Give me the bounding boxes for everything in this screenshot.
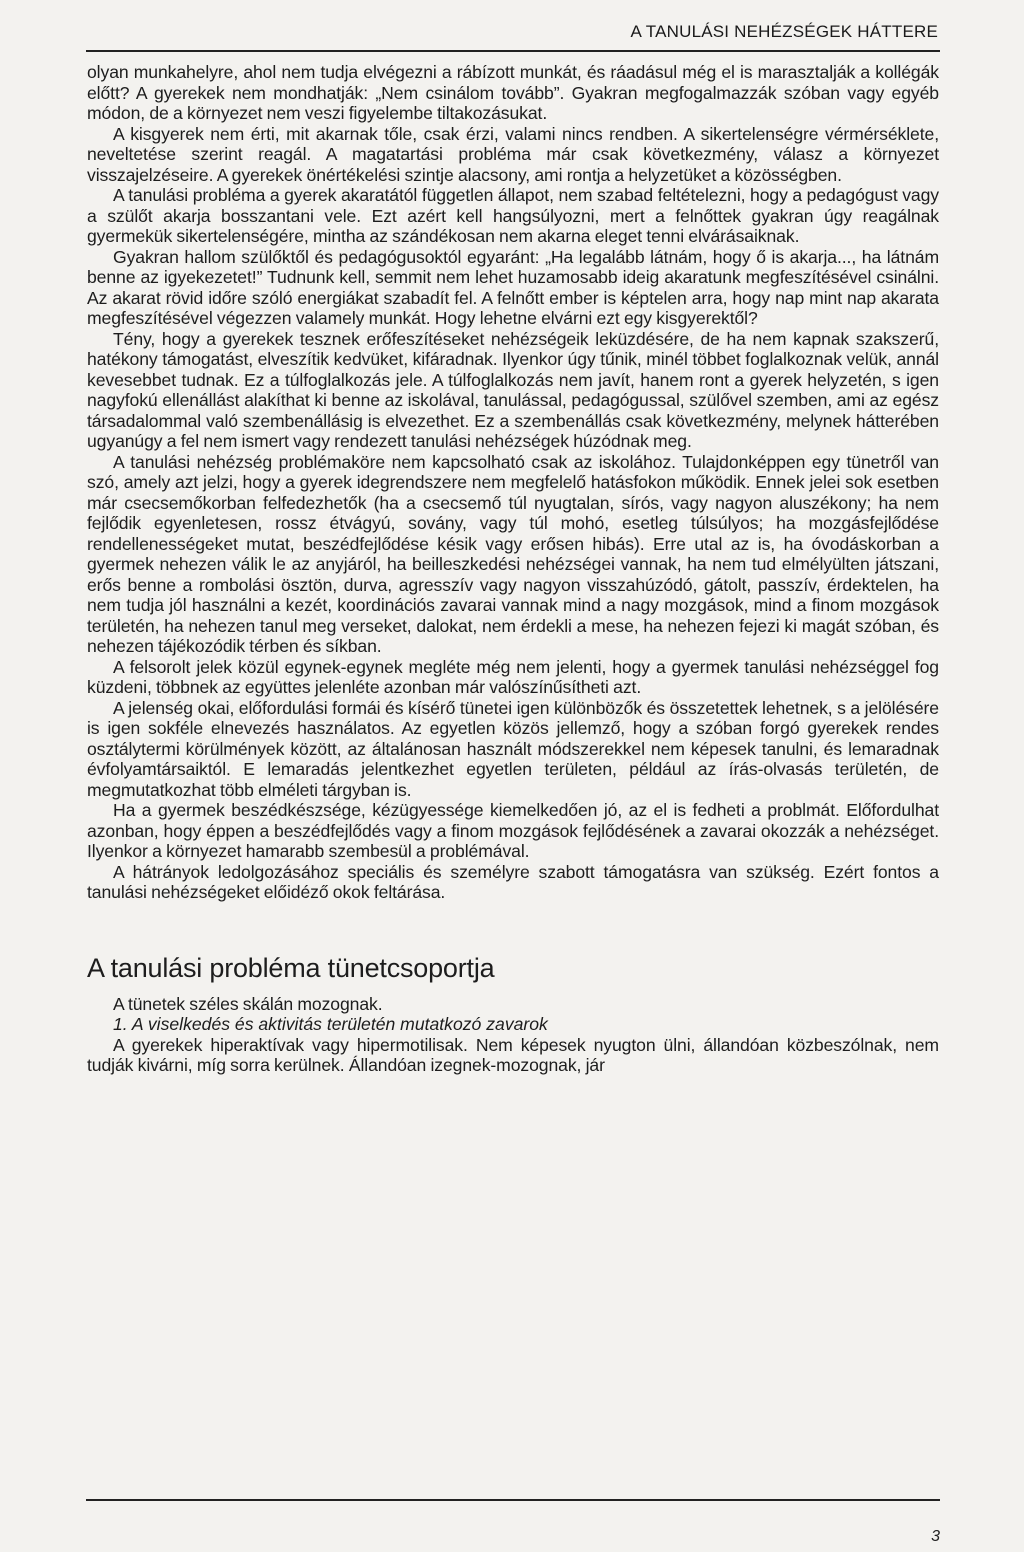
body-paragraph-3: A tanulási probléma a gyerek akaratától független állapot, nem szabad feltételezni, hogy a pedagógust vagy a szülőt akarja bosszantani vele. Ezt azért kell hangsúlyozni, mert a felnőttek gyakran úgy reagálnak gyermekük sikertelenségére, mintha az szándékosan nem akarna eleget tenni elvárásaiknak. — [87, 185, 939, 246]
body-paragraph-1: olyan munkahelyre, ahol nem tudja elvégezni a rábízott munkát, és ráadásul még el is marasztalják a kollégák előtt? A gyerekek nem mondhatják: „Nem csinálom tovább”. Gyakran megfogalmazzák szóban vagy egyéb módon, de a környezet nem veszi figyelembe tiltakozásukat. — [87, 62, 939, 123]
body-paragraph-6: A tanulási nehézség problémaköre nem kapcsolható csak az iskolához. Tulajdonképpen egy tünetről van szó, amely azt jelzi, hogy a gyerek idegrendszere nem megfelelő hatásfokon működik. Ennek jelei sok esetben már csecsemőkorban felfedezhetők (ha a csecsemő túl nyugtalan, sírós, vagy nagyon aluszékony; ha nem fejlődik egyenletesen, rossz étvágyú, sovány, vagy túl mohó, esetleg túlsúlyos; ha mozgásfejlődése rendellenességeket mutat, beszédfejlődése késik vagy erősen hibás). Erre utal az is, ha óvodáskorban a gyermek nehezen válik le az anyjáról, ha beilleszkedési nehézségei vannak, ha nem tud elmélyülten játszani, erős benne a rombolási ösztön, durva, agresszív vagy nagyon visszahúzódó, gátolt, passzív, érdektelen, ha nem tudja jól használni a kezét, koordinációs zavarai vannak mind a nagy mozgások, mind a finom mozgások területén, ha nehezen tanul meg verseket, dalokat, nem érdekli a mese, ha nehezen fejezi ki magát szóban, és nehezen tájékozódik térben és síkban. — [87, 451, 939, 656]
page-number: 3 — [931, 1528, 940, 1545]
body-paragraph-5: Tény, hogy a gyerekek tesznek erőfeszítéseket nehézségeik leküzdésére, de ha nem kapnak szakszerű, hatékony támogatást, elveszítik kedvüket, kifáradnak. Ilyenkor úgy tűnik, minél többet foglalkoznak velük, annál kevesebbet tudnak. Ez a túlfoglalkozás jele. A túlfoglalkozás nem javít, hanem ront a gyerek helyzetén, s igen nagyfokú ellenállást alakíthat ki benne az iskolával, tanulással, pedagógussal, szülővel szemben, ami az egész társadalommal való szembenállásig is elvezethet. Ez a szembenállás csak következmény, melynek hátterében ugyanúgy a fel nem ismert vagy rendezett tanulási nehézségek húzódnak meg. — [87, 328, 939, 451]
section-intro: A tünetek széles skálán mozognak. — [113, 993, 383, 1014]
body-paragraph-4: Gyakran hallom szülőktől és pedagógusoktól egyaránt: „Ha legalább látnám, hogy ő is akarja..., ha látnám benne az igyekezetet!” Tudnunk kell, semmit nem lehet huzamosabb ideig akaratunk megfeszítésével csinálni. Az akarat rövid időre szóló energiákat szabadít fel. A felnőtt ember is képtelen arra, hogy nap mint nap akarata megfeszítésével végezzen valamely munkát. Hogy lehetne elvárni ezt egy kisgyerektől? — [87, 246, 939, 328]
running-head: A TANULÁSI NEHÉZSÉGEK HÁTTERE — [630, 22, 938, 41]
header-rule — [86, 50, 940, 52]
page-body — [87, 62, 939, 1076]
section-title: A tanulási probléma tünetcsoportja — [87, 952, 495, 983]
footer-rule — [86, 1499, 940, 1501]
section-paragraph: A gyerekek hiperaktívak vagy hipermotilisak. Nem képesek nyugton ülni, állandóan közbeszólnak, nem tudják kivárni, míg sorra kerülnek. Állandóan izegnek-mozognak, jár — [87, 1034, 939, 1075]
body-paragraph-9: Ha a gyermek beszédkészsége, kézügyessége kiemelkedően jó, az el is fedheti a problmát. Előfordulhat azonban, hogy éppen a beszédfejlődés vagy a finom mozgások fejlődésének a zavarai okozzák a nehézséget. Ilyenkor a környezet hamarabb szembesül a problémával. — [87, 800, 939, 861]
body-paragraph-2: A kisgyerek nem érti, mit akarnak tőle, csak érzi, valami nincs rendben. A sikertelenségre vérmérséklete, neveltetése szerint reagál. A magatartási probléma már csak következmény, válasz a környezet visszajelzéseire. A gyerekek önértékelési szintje alacsony, ami rontja a helyzetüket a közösségben. — [87, 123, 939, 185]
body-paragraph-8: A jelenség okai, előfordulási formái és kísérő tünetei igen különbözők és összetettek lehetnek, s a jelölésére is igen sokféle elnevezés használatos. Az egyetlen közös jellemző, hogy a szóban forgó gyerekek rendes osztálytermi körülmények között, az általánosan használt módszerekkel nem képesek tanulni, és lemaradnak évfolyamtársaiktól. E lemaradás jelentkezhet egyetlen területen, például az írás-olvasás területén, de megmutatkozhat több elméleti tárgyban is. — [87, 697, 939, 800]
body-paragraph-10: A hátrányok ledolgozásához speciális és személyre szabott támogatásra van szükség. Ezért fontos a tanulási nehézségeket előidéző okok feltárása. — [87, 861, 939, 902]
section-subheading: 1. A viselkedés és aktivitás területén mutatkozó zavarok — [113, 1014, 548, 1034]
body-paragraph-7: A felsorolt jelek közül egynek-egynek megléte még nem jelenti, hogy a gyermek tanulási nehézséggel fog küzdeni, többnek az együttes jelenléte azonban már valószínűsítheti azt. — [87, 656, 939, 697]
